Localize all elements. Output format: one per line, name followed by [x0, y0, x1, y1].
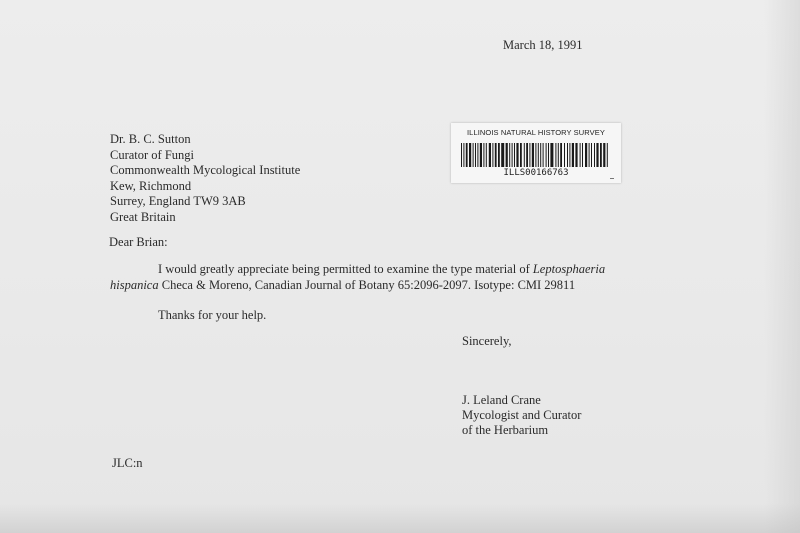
barcode-bar — [486, 143, 487, 167]
barcode-bar — [596, 143, 598, 167]
barcode-bar — [463, 143, 464, 167]
letter-date: March 18, 1991 — [503, 38, 583, 52]
barcode-icon — [459, 143, 613, 167]
barcode-bar — [520, 143, 522, 167]
barcode-bar — [575, 143, 577, 167]
recipient-line: Kew, Richmond — [110, 178, 192, 193]
body-line-2 — [110, 277, 605, 293]
closing: Sincerely, — [462, 334, 512, 348]
barcode-bar — [498, 143, 500, 167]
barcode-number: ILLS00166763 — [503, 168, 569, 178]
barcode-bar — [543, 143, 544, 167]
paper-edge-shadow — [764, 0, 800, 533]
barcode-bar — [514, 143, 515, 167]
herbarium-barcode-label — [451, 123, 621, 183]
barcode-bar — [607, 143, 608, 167]
barcode-bar — [564, 143, 565, 167]
barcode-bar — [506, 143, 508, 167]
barcode-bar — [538, 143, 539, 167]
barcode-bar — [529, 143, 530, 167]
barcode-bar — [569, 143, 570, 167]
barcode-bar — [509, 143, 510, 167]
barcode-bar — [555, 143, 556, 167]
recipient-line: Dr. B. C. Sutton — [110, 132, 191, 146]
barcode-bar — [591, 143, 592, 167]
body-text-2: Checa & Moreno, Canadian Journal of Botany 65:2096-2097. Isotype: CMI 29811 — [158, 278, 576, 292]
barcode-bar — [483, 143, 484, 167]
barcode-bar — [558, 143, 559, 167]
barcode-bar — [480, 143, 482, 167]
barcode-bar — [461, 143, 462, 167]
barcode-bar — [524, 143, 525, 167]
barcode-bar — [585, 143, 587, 167]
barcode-bar — [489, 143, 491, 167]
barcode-bar — [572, 143, 574, 167]
barcode-bar — [589, 143, 590, 167]
species-name: hispanica — [110, 278, 159, 292]
barcode-bar — [495, 143, 497, 167]
thanks-line: Thanks for your help. — [158, 308, 267, 322]
institution-name: ILLINOIS NATURAL HISTORY SURVEY — [466, 128, 605, 137]
barcode-bar — [473, 143, 474, 167]
barcode-bar — [516, 143, 518, 167]
typist-initials: JLC:n — [112, 456, 143, 470]
barcode-bar — [535, 143, 536, 167]
barcode-bar — [550, 143, 553, 167]
barcode-bar — [560, 143, 562, 167]
barcode-bar — [466, 143, 468, 167]
label-tick-mark — [610, 178, 614, 179]
barcode-bar — [546, 143, 547, 167]
barcode-bar — [582, 143, 583, 167]
paper-bottom-shadow — [0, 503, 800, 533]
recipient-line: Curator of Fungi — [110, 147, 195, 162]
genus-name: Leptosphaeria — [532, 262, 606, 276]
barcode-bar — [477, 143, 478, 167]
barcode-bar — [548, 143, 549, 167]
barcode-bar — [512, 143, 513, 167]
recipient-line: Commonwealth Mycological Institute — [110, 163, 301, 177]
barcode-bar — [469, 143, 471, 167]
barcode-bar — [580, 143, 581, 167]
barcode-bar — [492, 143, 493, 167]
recipient-address — [110, 132, 300, 225]
salutation: Dear Brian: — [109, 235, 168, 249]
barcode-bar — [600, 143, 602, 167]
signature-block — [462, 393, 581, 438]
recipient-line: Surrey, England TW9 3AB — [110, 194, 246, 208]
body-text-1: I would greatly appreciate being permitted to examine the type material of — [158, 262, 533, 276]
recipient-line: Great Britain — [110, 209, 176, 224]
signature-line: J. Leland Crane — [462, 393, 541, 407]
barcode-bar — [501, 143, 504, 167]
body-line-1 — [110, 261, 605, 277]
barcode-bar — [603, 143, 605, 167]
barcode-bar — [567, 143, 568, 167]
signature-line: Mycologist and Curator — [462, 408, 582, 422]
barcode-bar — [526, 143, 528, 167]
barcode-bar — [532, 143, 534, 167]
signature-line: of the Herbarium — [462, 423, 549, 437]
barcode-bar — [475, 143, 476, 167]
letter-body — [110, 261, 605, 293]
barcode-bar — [540, 143, 541, 167]
barcode-bar — [594, 143, 595, 167]
